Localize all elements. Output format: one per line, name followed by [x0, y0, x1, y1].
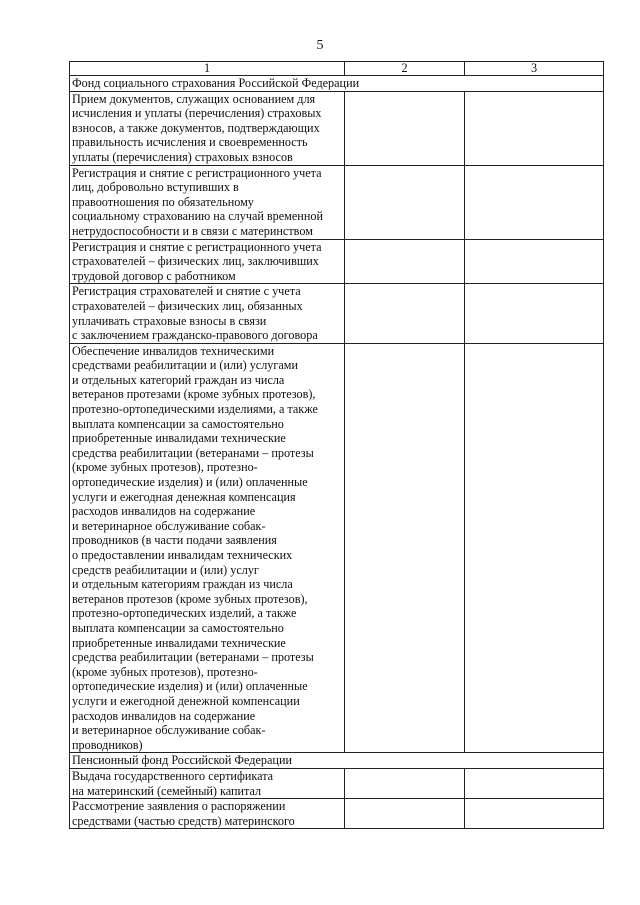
service-name-line: расходов инвалидов на содержание — [72, 708, 256, 723]
table-row — [70, 799, 604, 829]
table-row — [70, 91, 604, 165]
service-name-line: взносов, а также документов, подтверждающих — [72, 120, 320, 135]
service-name-line: исчисления и уплаты (перечисления) страховых — [72, 106, 322, 121]
service-name-line: нетрудоспособности и в связи с материнством — [72, 223, 313, 238]
service-name-line: на материнский (семейный) капитал — [72, 783, 262, 798]
service-name-line: протезно-ортопедическими изделиями, а также — [72, 402, 318, 417]
service-name-line: правоотношения по обязательному — [72, 194, 254, 209]
service-name-cell — [70, 91, 345, 165]
table-row — [70, 284, 604, 343]
section-title-line: Фонд социального страхования Российской Федерации — [72, 76, 360, 90]
service-name-line: и отдельным категориям граждан из числа — [72, 577, 293, 592]
service-name-line: выплата компенсации за самостоятельно — [72, 416, 284, 431]
section-row — [70, 76, 604, 92]
service-name-line: средства реабилитации (ветеранами – протезы — [72, 445, 314, 460]
service-name-line: услуги и ежегодная денежная компенсация — [72, 489, 296, 504]
service-name-line: приобретенные инвалидами технические — [72, 431, 286, 446]
header-col-3: 3 — [465, 62, 604, 76]
column-2-cell — [345, 91, 465, 165]
service-name-line: Регистрация страхователей и снятие с учета — [72, 284, 301, 299]
service-name-line: о предоставлении инвалидам технических — [72, 548, 293, 562]
service-name-line: страхователей – физических лиц, заключивших — [72, 254, 319, 269]
service-name-line: лиц, добровольно вступивших в — [72, 180, 239, 195]
header-col-1: 1 — [70, 62, 345, 76]
service-name-line: протезно-ортопедических изделий, а также — [72, 606, 297, 621]
section-title — [70, 76, 604, 92]
table-row — [70, 343, 604, 753]
column-2-cell — [345, 239, 465, 284]
service-name-line: средствами (частью средств) материнского — [72, 813, 295, 828]
service-name-line: проводников (в части подачи заявления — [72, 533, 277, 548]
column-3-cell — [465, 91, 604, 165]
service-name-line: расходов инвалидов на содержание — [72, 504, 256, 519]
service-name-line: приобретенные инвалидами технические — [72, 635, 286, 650]
column-3-cell — [465, 239, 604, 284]
service-name-line: средствами реабилитации и (или) услугами — [72, 358, 299, 373]
table-header-row — [70, 62, 604, 76]
table-row — [70, 768, 604, 798]
service-name-cell — [70, 239, 345, 284]
service-name-line: и ветеринарное обслуживание собак- — [72, 723, 266, 738]
service-name-line: проводников) — [72, 737, 143, 752]
service-name-line: Регистрация и снятие с регистрационного учета — [72, 165, 322, 180]
service-name-cell — [70, 165, 345, 239]
column-2-cell — [345, 799, 465, 829]
column-2-cell — [345, 768, 465, 798]
column-3-cell — [465, 799, 604, 829]
column-3-cell — [465, 343, 604, 753]
service-name-line: (кроме зубных протезов), протезно- — [72, 460, 258, 475]
service-name-line: Прием документов, служащих основанием для — [72, 91, 316, 106]
service-name-cell — [70, 799, 345, 829]
column-3-cell — [465, 284, 604, 343]
service-name-line: и отдельных категорий граждан из числа — [72, 372, 285, 387]
section-row — [70, 753, 604, 769]
service-name-line: Обеспечение инвалидов техническими — [72, 343, 275, 358]
column-3-cell — [465, 165, 604, 239]
service-name-line: ветеранов протезов (кроме зубных протезов), — [72, 591, 308, 606]
service-name-cell — [70, 284, 345, 343]
column-2-cell — [345, 165, 465, 239]
service-name-line: с заключением гражданско-правового договора — [72, 328, 318, 343]
service-name-line: средства реабилитации (ветеранами – протезы — [72, 650, 314, 665]
service-name-line: услуги и ежегодной денежной компенсации — [72, 693, 300, 708]
service-name-line: трудовой договор с работником — [72, 268, 236, 283]
service-name-line: социальному страхованию на случай временной — [72, 209, 323, 224]
service-name-line: Регистрация и снятие с регистрационного учета — [72, 239, 322, 254]
service-name-line: (кроме зубных протезов), протезно- — [72, 664, 258, 679]
service-name-line: уплачивать страховые взносы в связи — [72, 313, 267, 328]
service-name-line: Выдача государственного сертификата — [72, 768, 274, 783]
services-table — [69, 61, 604, 829]
service-name-line: уплаты (перечисления) страховых взносов — [72, 149, 293, 164]
column-2-cell — [345, 284, 465, 343]
column-3-cell — [465, 768, 604, 798]
service-name-line: Рассмотрение заявления о распоряжении — [72, 799, 286, 814]
service-name-line: и ветеринарное обслуживание собак- — [72, 518, 266, 533]
service-name-line: правильность исчисления и своевременность — [72, 135, 308, 150]
header-col-2: 2 — [345, 62, 465, 76]
service-name-line: ветеранов протезами (кроме зубных протезов), — [72, 387, 316, 402]
column-2-cell — [345, 343, 465, 753]
service-name-line: выплата компенсации за самостоятельно — [72, 620, 284, 635]
page-number: 5 — [316, 38, 324, 53]
service-name-line: страхователей – физических лиц, обязанных — [72, 298, 303, 313]
table-row — [70, 239, 604, 284]
service-name-line: ортопедические изделия) и (или) оплаченные — [72, 475, 308, 490]
service-name-cell — [70, 768, 345, 798]
section-title — [70, 753, 604, 769]
table-row — [70, 165, 604, 239]
service-name-line: ортопедические изделия) и (или) оплаченные — [72, 679, 308, 694]
service-name-line: средств реабилитации и (или) услуг — [72, 562, 259, 577]
section-title-line: Пенсионный фонд Российской Федерации — [72, 753, 292, 768]
service-name-cell — [70, 343, 345, 753]
